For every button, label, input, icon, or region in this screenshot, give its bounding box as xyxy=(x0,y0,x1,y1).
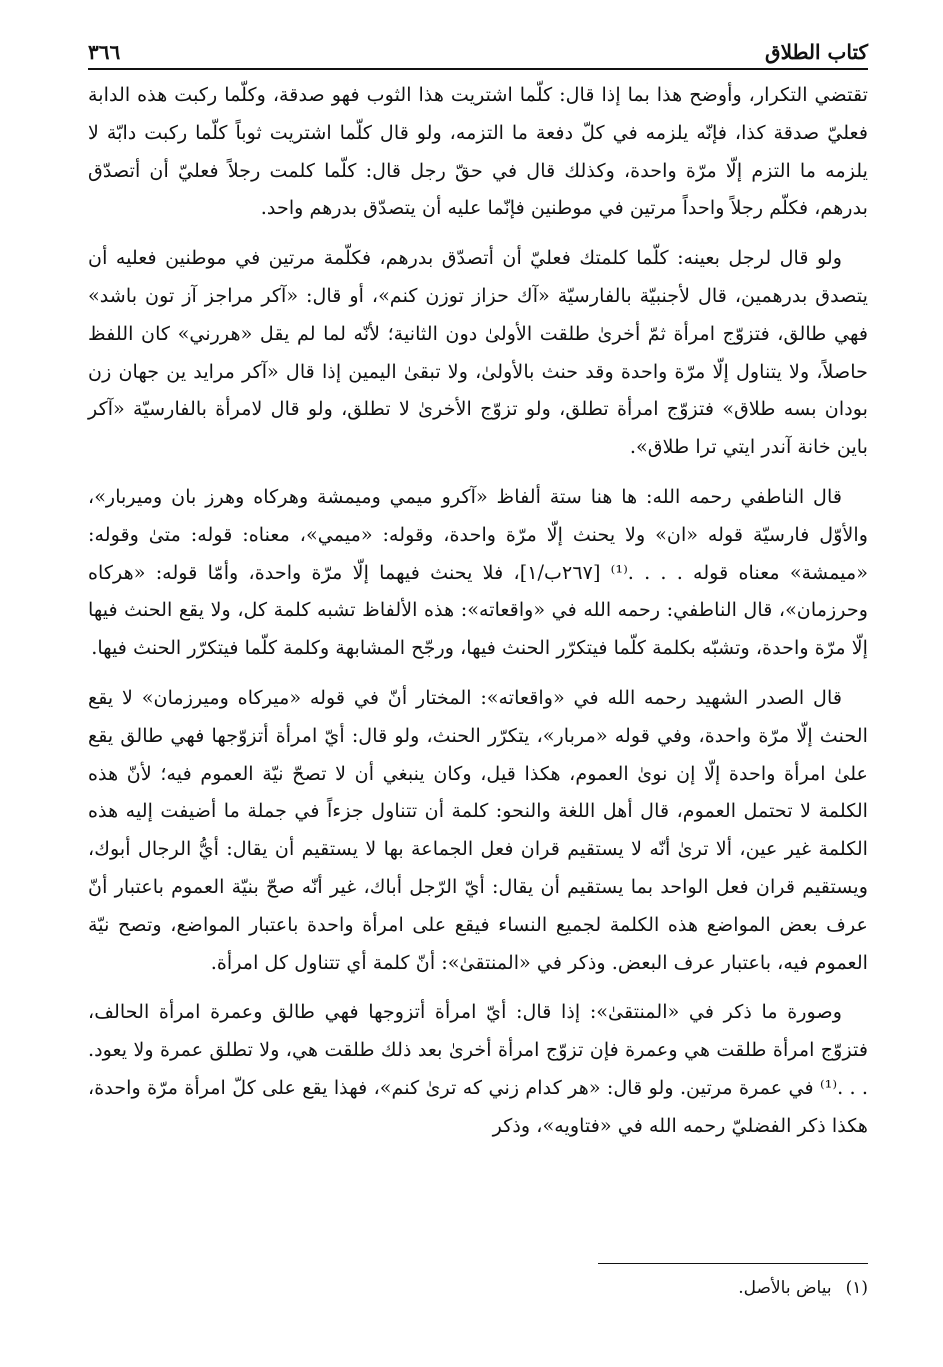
footnote-text: بياض بالأصل. xyxy=(738,1278,832,1298)
header-rule xyxy=(88,68,868,70)
main-text xyxy=(88,76,868,1145)
paragraph: وصورة ما ذكر في «المنتقىٰ»: إذا قال: أيّ امرأة أتزوجها فهي طالق وعمرة امرأة الحالف، فتزوّج امرأة طلقت هي وعمرة فإن تزوّج امرأة أخرىٰ بعد ذلك طلقت هي، ولا تطلق عمرة ولا يعود. . . .⁽¹⁾ في عمرة مرتين. ولو قال: «هر كدام زني كه ترىٰ كنم»، فهذا يقع على كلّ امرأة مرّة واحدة، هكذا ذكر الفضليّ رحمه الله في «فتاويه»، وذكر xyxy=(88,1000,868,1137)
book-page xyxy=(88,28,868,1328)
paragraph: قال الصدر الشهيد رحمه الله في «واقعاته»: المختار أنّ في قوله «ميركاه وميرزمان» لا يقع الحنث إلّا مرّة واحدة، وفي قوله «مربار»، يتكرّر الحنث، ولو قال: أيّ امرأة أتزوّجها فهي طالق يقع علىٰ امرأة واحدة إلّا إن نوىٰ العموم، هكذا قيل، وكان ينبغي أن لا تصحّ نيّة العموم فيه؛ لأنّ هذه الكلمة لا تحتمل العموم، قال أهل اللغة والنحو: كلمة أن تتناول جزءاً في جملة ما أضيفت إليه هذه الكلمة غير عين، ألا ترىٰ أنّه لا يستقيم قران فعل الجماعة بها لا يستقيم أن يقال: أيُّ الرجال أبوك، ويستقيم قران فعل الواحد بما يستقيم أن يقال: أيّ الرّجل أباك، غير أنّه صحّ بنيّة العموم باعتبار أنّ عرف بعض المواضع هذه الكلمة لجميع النساء فيقع على امرأة واحدة باعتبار المواضع، وتصح نيّة العموم فيه، باعتبار عرف البعض. وذكر في «المنتقىٰ»: أنّ كلمة أي تتناول كل امرأة. xyxy=(88,685,868,974)
paragraph: قال الناطفي رحمه الله: ها هنا ستة ألفاظ «آكرو ميمي وميمشة وهركاه وهرز بان وميربار»، والأوّل فارسيّة قوله «ان» ولا يحنث إلّا مرّة واحدة، وقوله: «ميمي»، معناه: قوله: متىٰ وقوله: «ميمشة» معناه قوله . . . .⁽¹⁾ [٢٦٧ب/١]، فلا يحنث فيهما إلّا مرّة واحدة، وأمّا قوله: «هركاه وحرزمان»، قال الناطفي: رحمه الله في «واقعاته»: هذه الألفاظ تشبه كلمة كل، ولا يقع الحنث فيها إلّا مرّة واحدة، وتشبّه بكلمة كلّما فيتكرّر الحنث فيها، ورجّح المشابهة وكلمة كلّما فيتكرّر الحنث فيها. xyxy=(88,484,868,660)
page-number: ٣٦٦ xyxy=(88,40,121,64)
footnote-rule xyxy=(598,1263,868,1264)
running-title: كتاب الطلاق xyxy=(765,40,868,64)
page-header xyxy=(88,28,868,64)
paragraph: ولو قال لرجل بعينه: كلّما كلمتك فعليّ أن أتصدّق بدرهم، فكلّمة مرتين في موطنين فعليه أن يتصدق بدرهمين، قال لأجنبيّة بالفارسيّة «آك حزاز توزن كنم»، أو قال: «آكر مراجز آز تون باشد» فهي طالق، فتزوّج امرأة ثمّ أخرىٰ طلقت الأولىٰ دون الثانية؛ لأنّه لما لم يقل «هررني» كان اللفظ حاصلاً، ولا يتناول إلّا مرّة واحدة وقد حنث بالأولىٰ، ولا تبقىٰ اليمين إذا قال «آكر مرايد ين جهان زن بودان بسه طلاق» فتزوّج امرأة تطلق، ولو تزوّج الأخرىٰ لا تطلق، ولو قال لامرأة بالفارسيّة «آكر باين خانة آندر ايتي ترا طلاق». xyxy=(88,246,868,459)
paragraph: تقتضي التكرار، وأوضح هذا بما إذا قال: كلّما اشتريت هذا الثوب فهو صدقة، وكلّما ركبت هذه الدابة فعليّ صدقة كذا، فإنّه يلزمه في كلّ دفعة ما التزمه، ولو قال كلّما اشتريت ثوباً كلّما ركبت دابّة لا يلزمه ما التزم إلّا مرّة واحدة، وكذلك قال في حقّ رجل قال: كلّما كلمت رجلاً فعليّ أن أتصدّق بدرهم، فكلّم رجلاً واحداً مرتين في موطنين فإنّما عليه أن يتصدّق بدرهم واحد. xyxy=(88,83,868,220)
footnote-marker: (١) xyxy=(845,1278,868,1298)
footnote xyxy=(738,1278,868,1298)
